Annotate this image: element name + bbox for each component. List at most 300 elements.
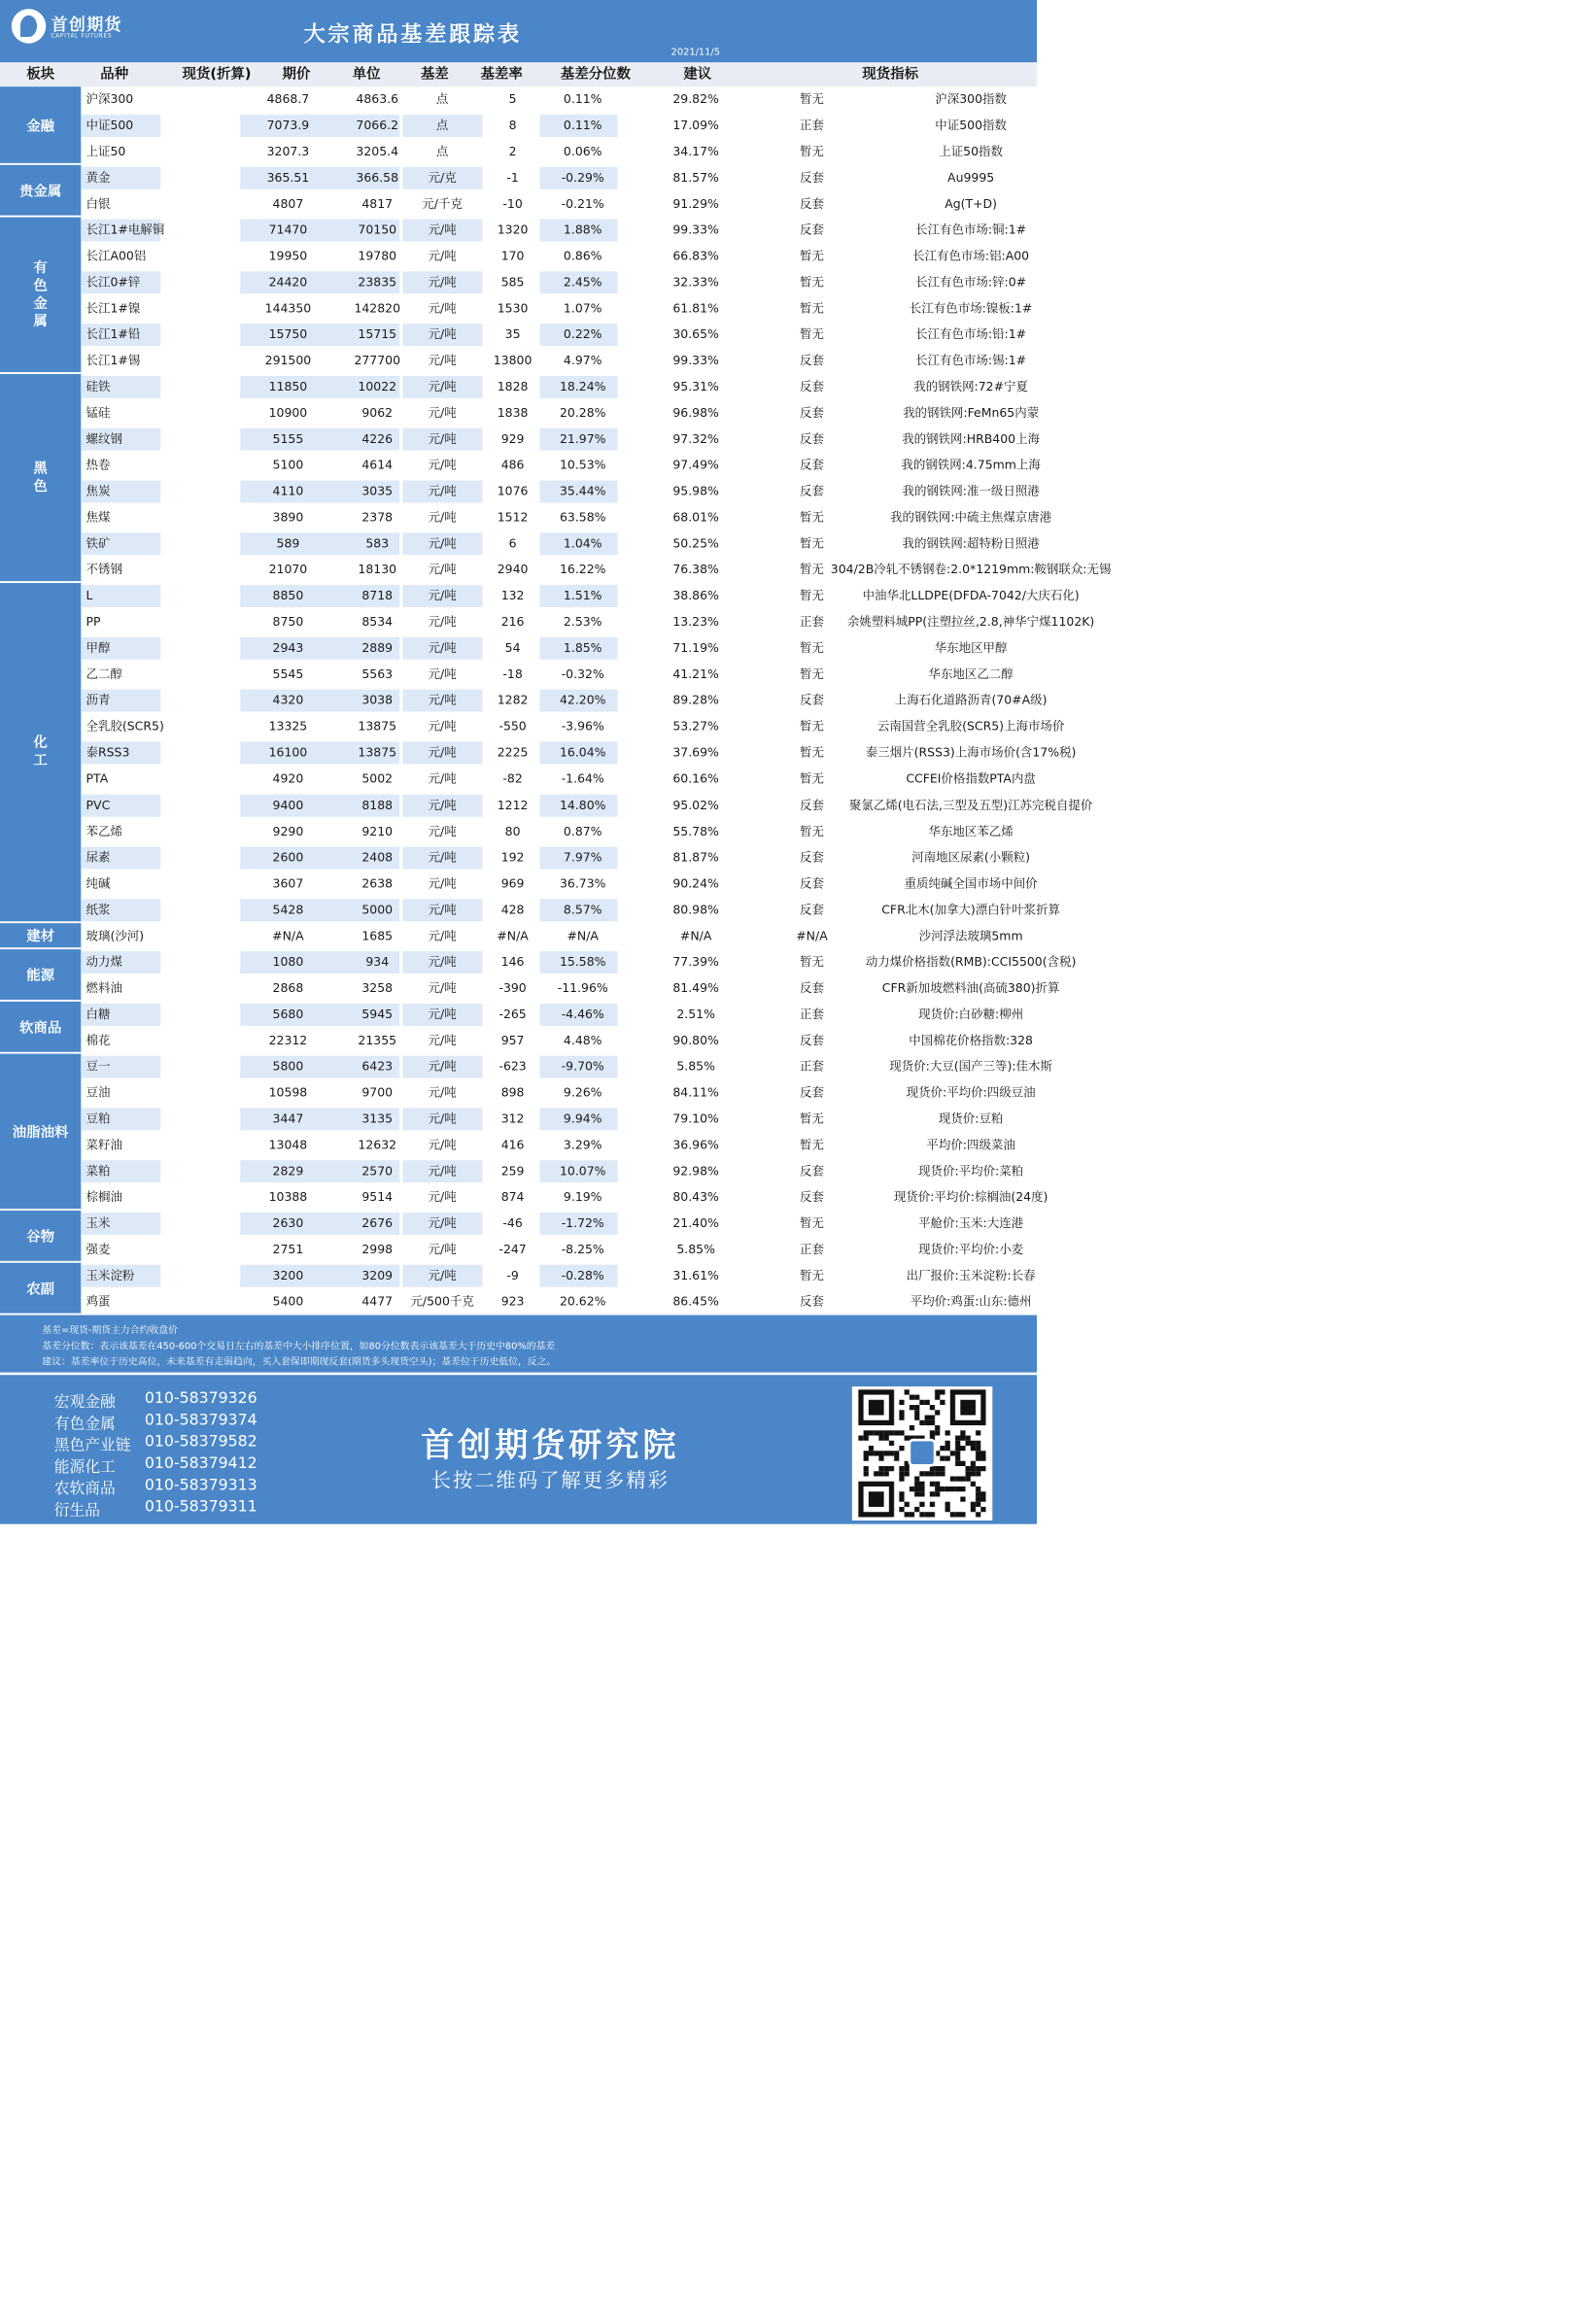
col-basis-percentile: 基差分位数 [560,66,631,83]
cell-rate: -8.25% [561,1242,604,1257]
cell-spot: 22312 [268,1033,308,1047]
cell-ind: 长江有色市场:镍板:1# [909,301,1033,316]
cell-basis: 192 [500,850,525,865]
cell-name: 长江0#锌 [86,275,141,290]
cell-name: 上证50 [86,144,126,159]
cell-adv: 暂无 [800,301,824,316]
table-row [81,453,1041,479]
cell-fut: 13875 [358,719,397,735]
cell-basis: -10 [502,196,523,212]
cell-name: 沥青 [86,693,111,708]
cell-fut: 4226 [361,431,394,447]
cell-fut: 9514 [361,1189,394,1205]
cell-adv: 反套 [800,693,824,708]
cell-adv: 暂无 [800,1268,824,1283]
cell-rate: 4.97% [563,354,602,368]
cell-rate: 3.29% [563,1138,602,1152]
cell-unit: 元/吨 [428,771,457,786]
cell-basis: 35 [504,327,521,342]
cell-name: 热卷 [86,458,111,473]
cell-ind: CCFEI价格指数PTA内盘 [906,771,1036,786]
cell-fut: 277700 [354,354,401,368]
cell-ind: CFR北木(加拿大)漂白针叶浆折算 [881,902,1060,917]
cell-spot: 3607 [272,876,304,891]
cell-ind: 平均价:鸡蛋:山东:德州 [910,1294,1032,1309]
cell-adv: 反套 [800,458,824,473]
cell-unit: 元/吨 [428,928,457,943]
cell-pct: 71.19% [672,640,719,656]
cell-adv: 暂无 [800,510,824,525]
cell-unit: 元/吨 [428,693,457,708]
sector-label: 黑 色 [0,374,81,583]
cell-pct: 30.65% [672,327,719,342]
contact-row: 宏观金融 010-58379326 [53,1388,258,1411]
cell-spot: 8850 [272,589,304,603]
cell-basis: 585 [500,275,525,290]
cell-adv: 反套 [800,798,824,812]
cell-spot: 16100 [268,745,308,761]
cell-name: 棉花 [86,1033,111,1047]
cell-ind: 我的钢铁网:HRB400上海 [902,431,1040,447]
cell-ind: Ag(T+D) [945,196,998,212]
cell-fut: 19780 [358,249,397,263]
sector-label: 油脂油料 [0,1053,81,1210]
cell-unit: 元/吨 [428,719,457,735]
cell-adv: 暂无 [800,589,824,603]
cell-pct: 84.11% [672,1085,719,1100]
table-row [81,218,1037,244]
cell-rate: -1.64% [561,771,604,786]
cell-basis: 146 [500,954,525,970]
cell-name: 棕榈油 [86,1189,122,1205]
cell-name: 菜籽油 [86,1138,122,1152]
cell-adv: 暂无 [800,144,824,159]
cell-adv: 反套 [800,379,824,394]
cell-adv: 反套 [800,850,824,865]
cell-unit: 元/克 [428,170,457,186]
cell-spot: 15750 [268,327,308,342]
cell-pct: 80.43% [672,1189,719,1205]
cell-unit: 元/千克 [422,196,463,212]
cell-fut: 9062 [361,405,394,421]
cell-name: 焦炭 [86,484,111,499]
cell-basis: 312 [500,1111,525,1126]
table-row [81,505,1052,531]
cell-basis: 1212 [497,798,529,812]
cell-pct: 90.24% [672,876,719,891]
table-row [81,139,1037,165]
contact-row: 能源化工 010-58379412 [53,1453,258,1476]
cell-unit: 元/吨 [428,1059,457,1074]
cell-pct: 81.49% [672,980,719,996]
cell-rate: -9.70% [561,1059,604,1074]
cell-name: 玉米淀粉 [86,1268,135,1283]
cell-ind: 沪深300指数 [935,92,1007,107]
cell-rate: 4.48% [563,1033,602,1047]
cell-adv: 暂无 [800,719,824,735]
table-row [81,1079,1037,1106]
cell-spot: 7073.9 [266,118,310,133]
cell-name: 菜粕 [86,1163,111,1179]
cell-fut: 5563 [361,666,394,682]
cell-unit: 元/吨 [428,954,457,970]
cell-basis: -550 [498,719,527,735]
cell-spot: 13325 [268,719,308,735]
cell-pct: 95.31% [672,379,719,394]
cell-spot: #N/A [272,928,304,943]
cell-rate: 10.07% [559,1163,606,1179]
table-header [0,62,1037,86]
brand-name: 首创期货 [51,15,122,35]
cell-ind: 中国棉花价格指数:328 [909,1033,1033,1047]
cell-pct: 36.96% [672,1138,719,1152]
cell-adv: 正套 [800,1007,824,1022]
cell-pct: 50.25% [672,536,719,551]
cell-rate: 10.53% [559,458,606,473]
cell-unit: 元/吨 [428,824,457,838]
cell-rate: 0.22% [563,327,602,342]
cell-basis: 957 [500,1033,525,1047]
cell-basis: 1512 [497,510,529,525]
cell-name: 豆一 [86,1059,111,1074]
cell-adv: 反套 [800,222,824,238]
cell-rate: -0.32% [561,666,604,682]
cell-basis: 2225 [497,745,529,761]
brand-name-en: CAPITAL FUTURES [51,33,113,40]
cell-basis: -9 [506,1268,519,1283]
table-row [81,1237,1037,1263]
cell-rate: 9.94% [563,1111,602,1126]
cell-fut: 13875 [358,745,397,761]
cell-pct: 97.49% [672,458,719,473]
cell-spot: 10388 [268,1189,308,1205]
cell-ind: 上海石化道路沥青(70#A级) [894,693,1048,708]
cell-basis: 132 [500,589,525,603]
table-row [81,949,1077,975]
cell-basis: 2940 [497,563,529,577]
note-basis-definition: 基差=现货-期货主力合约收盘价 [42,1323,178,1336]
cell-adv: 暂无 [800,536,824,551]
cell-ind: 动力煤价格指数(RMB):CCI5500(含税) [865,954,1077,970]
cell-name: 白糖 [86,1007,111,1022]
col-spot-indicator: 现货指标 [862,66,919,83]
cell-unit: 元/吨 [428,1033,457,1047]
table-row [81,767,1037,793]
cell-adv: 暂无 [800,666,824,682]
cell-name: 长江1#铅 [86,327,141,342]
cell-unit: 元/吨 [428,1242,457,1257]
cell-name: PP [86,615,101,630]
cell-unit: 元/吨 [428,536,457,551]
cell-unit: 元/吨 [428,563,457,577]
cell-fut: 2676 [361,1215,394,1231]
cell-fut: 2408 [361,850,394,865]
cell-fut: 5000 [361,902,394,917]
table-row [81,844,1037,871]
cell-unit: 点 [435,144,449,159]
cell-pct: 17.09% [672,118,719,133]
cell-name: 长江1#电解铜 [86,222,165,238]
cell-basis: 969 [500,876,525,891]
cell-name: PTA [86,771,109,786]
cell-name: 强麦 [86,1242,111,1257]
cell-pct: 21.40% [672,1215,719,1231]
note-advice: 建议：基差率位于历史高位，未来基差有走弱趋向，买入套保即期现反套(期货多头现货空头)；基差位于历史低位，反之。 [42,1355,557,1368]
cell-rate: 14.80% [559,798,606,812]
cell-spot: 10598 [268,1085,308,1100]
table-row [81,113,1037,139]
cell-name: 燃料油 [86,980,122,996]
cell-unit: 元/吨 [428,327,457,342]
qr-code-icon[interactable] [852,1386,992,1521]
cell-basis: 80 [504,824,521,838]
cell-rate: 0.87% [563,824,602,838]
cell-basis: -247 [498,1242,527,1257]
cell-fut: 3205.4 [356,144,399,159]
cell-pct: 34.17% [672,144,719,159]
table-row [81,1028,1037,1054]
cell-adv: 正套 [800,1059,824,1074]
col-spot: 现货(折算) [182,66,252,83]
col-advice: 建议 [683,66,712,83]
cell-fut: 7066.2 [356,118,399,133]
cell-pct: 55.78% [672,824,719,838]
contact-row: 有色金属 010-58379374 [53,1410,258,1433]
cell-name: 长江A00铝 [86,249,147,263]
sector-label: 有 色 金 属 [0,218,81,374]
cell-fut: 4817 [361,196,394,212]
cell-basis: 416 [500,1138,525,1152]
cell-name: 黄金 [86,170,111,186]
cell-unit: 元/吨 [428,458,457,473]
cell-adv: 暂无 [800,771,824,786]
cell-fut: 5945 [361,1007,394,1022]
table-row [81,191,1037,218]
cell-spot: 3447 [272,1111,304,1126]
cell-unit: 元/吨 [428,379,457,394]
cell-fut: 2638 [361,876,394,891]
cell-ind: 现货价:大豆(国产三等):佳木斯 [889,1059,1052,1074]
cell-adv: 反套 [800,1163,824,1179]
cell-rate: 2.45% [563,275,602,290]
cell-unit: 元/吨 [428,1085,457,1100]
cell-ind: 出厂报价:玉米淀粉:长春 [906,1268,1036,1283]
cell-pct: 60.16% [672,771,719,786]
cell-unit: 元/吨 [428,1189,457,1205]
cell-spot: 2943 [272,640,304,656]
cell-basis: 923 [500,1294,525,1309]
cell-adv: 正套 [800,118,824,133]
notes [0,1316,1037,1373]
cell-unit: 点 [435,92,449,107]
cell-ind: CFR新加坡燃料油(高硫380)折算 [881,980,1060,996]
cell-adv: 反套 [800,980,824,996]
table-row [81,792,1093,818]
table-row [81,557,1112,583]
sector-label: 化 工 [0,583,81,923]
cell-unit: 元/吨 [428,405,457,421]
cell-pct: 37.69% [672,745,719,761]
cell-spot: 3200 [272,1268,304,1283]
cell-fut: 23835 [358,275,397,290]
cell-ind: 余姚塑料城PP(注塑拉丝,2.8,神华宁煤1102K) [846,615,1095,630]
cell-adv: 暂无 [800,745,824,761]
cell-ind: 平舱价:玉米:大连港 [918,1215,1024,1231]
cell-pct: 95.02% [672,798,719,812]
table-row [81,269,1037,295]
cell-name: 鸡蛋 [86,1294,111,1309]
table-row [81,1002,1037,1028]
cell-pct: 97.32% [672,431,719,447]
cell-adv: 暂无 [800,1138,824,1152]
cell-ind: 华东地区苯乙烯 [928,824,1014,838]
cell-rate: 42.20% [559,693,606,708]
cell-spot: 2630 [272,1215,304,1231]
cell-name: 豆粕 [86,1111,111,1126]
cell-ind: 现货价:平均价:小麦 [918,1242,1024,1257]
cell-adv: 暂无 [800,640,824,656]
cell-ind: 长江有色市场:锌:0# [915,275,1027,290]
cell-rate: 20.62% [559,1294,606,1309]
cell-pct: 5.85% [676,1242,715,1257]
cell-fut: 15715 [358,327,397,342]
cell-fut: 8188 [361,798,394,812]
header [0,0,1037,62]
cell-spot: 19950 [268,249,308,263]
cell-rate: 35.44% [559,484,606,499]
cell-ind: 现货价:平均价:四级豆油 [906,1085,1036,1100]
cell-fut: 1685 [361,928,394,943]
cell-pct: 96.98% [672,405,719,421]
cell-basis: 486 [500,458,525,473]
cell-basis: -265 [498,1007,527,1022]
cell-ind: Au9995 [947,170,995,186]
cell-ind: 泰三烟片(RSS3)上海市场价(含17%税) [865,745,1077,761]
cell-basis: 5 [508,92,517,107]
cell-unit: 元/吨 [428,850,457,865]
table-row [81,165,1037,191]
col-futures: 期价 [282,66,311,83]
cell-pct: 66.83% [672,249,719,263]
cell-ind: 现货价:白砂糖:柳州 [918,1007,1024,1022]
table-row [81,322,1037,348]
table-row [81,1263,1037,1289]
cell-pct: 76.38% [672,563,719,577]
cell-name: 长江1#锡 [86,354,141,368]
cell-pct: 31.61% [672,1268,719,1283]
cell-name: 玻璃(沙河) [86,928,145,943]
cell-basis: 170 [500,249,525,263]
cell-unit: 元/吨 [428,640,457,656]
report-date: 2021/11/5 [670,46,721,58]
cell-fut: 4863.6 [356,92,399,107]
cell-rate: 9.19% [563,1189,602,1205]
table-row [81,740,1077,767]
cell-pct: 68.01% [672,510,719,525]
cell-name: L [86,589,93,603]
cell-ind: 我的钢铁网:超特粉日照港 [902,536,1040,551]
cell-fut: 142820 [354,301,401,316]
footer [0,1373,1037,1524]
note-percentile-definition: 基差分位数：表示该基差在450-600个交易日左右的基差中大小排序位置，如80分位数表示该基差大于历史中80%的基差 [42,1340,556,1351]
cell-fut: 10022 [358,379,397,394]
cell-fut: 18130 [358,563,397,577]
cell-fut: 2378 [361,510,394,525]
table-row [81,1053,1052,1079]
table-row [81,923,1037,949]
cell-pct: 77.39% [672,954,719,970]
cell-unit: 元/吨 [428,745,457,761]
cell-unit: 元/吨 [428,1268,457,1283]
cell-rate: -4.46% [561,1007,604,1022]
cell-pct: 5.85% [676,1059,715,1074]
cell-fut: 12632 [358,1138,397,1152]
cell-spot: 365.51 [266,170,310,186]
cell-unit: 元/吨 [428,1007,457,1022]
cell-basis: 1838 [497,405,529,421]
cell-adv: 暂无 [800,327,824,342]
institute-name: 首创期货研究院 [421,1426,680,1465]
cell-fut: 3258 [361,980,394,996]
col-basis: 基差 [420,66,449,83]
cell-rate: 0.86% [563,249,602,263]
cell-ind: 我的钢铁网:中硫主焦煤京唐港 [890,510,1052,525]
page [0,0,1112,1524]
cell-ind: 华东地区乙二醇 [928,666,1014,682]
cell-basis: 2 [508,144,517,159]
table-row [81,1106,1037,1132]
cell-rate: #N/A [567,928,599,943]
cell-unit: 元/吨 [428,1215,457,1231]
cell-ind: 河南地区尿素(小颗粒) [911,850,1031,865]
table-row [81,1289,1037,1316]
cell-name: 不锈钢 [86,563,122,577]
cell-ind: 我的钢铁网:准一级日照港 [902,484,1040,499]
cell-spot: 1080 [272,954,304,970]
cell-adv: 反套 [800,405,824,421]
cell-adv: 暂无 [800,275,824,290]
cell-fut: 3135 [361,1111,394,1126]
cell-ind: 沙河浮法玻璃5mm [918,928,1023,943]
cell-fut: 3035 [361,484,394,499]
cell-unit: 元/吨 [428,301,457,316]
cell-spot: 144350 [264,301,312,316]
cell-unit: 元/吨 [428,615,457,630]
page-title: 大宗商品基差跟踪表 [303,21,522,48]
cell-ind: 现货价:平均价:菜粕 [918,1163,1024,1179]
cell-rate: 1.51% [563,589,602,603]
table-row [81,1211,1037,1237]
cell-spot: 24420 [268,275,308,290]
cell-name: 泰RSS3 [86,745,130,761]
cell-spot: 2600 [272,850,304,865]
cell-ind: 云南国营全乳胶(SCR5)上海市场价 [876,719,1065,735]
cell-basis: 1282 [497,693,529,708]
cell-pct: 61.81% [672,301,719,316]
cell-fut: 5002 [361,771,394,786]
table-row [81,818,1037,844]
table-row [81,688,1048,714]
cell-ind: 我的钢铁网:FeMn65内蒙 [903,405,1040,421]
table-row [81,427,1040,453]
cell-fut: 70150 [358,222,397,238]
cell-basis: 1076 [497,484,529,499]
cell-ind: 中油华北LLDPE(DFDA-7042/大庆石化) [862,589,1080,603]
cell-name: 长江1#镍 [86,301,141,316]
cell-adv: 反套 [800,196,824,212]
cell-spot: 2868 [272,980,304,996]
cell-rate: 18.24% [559,379,606,394]
